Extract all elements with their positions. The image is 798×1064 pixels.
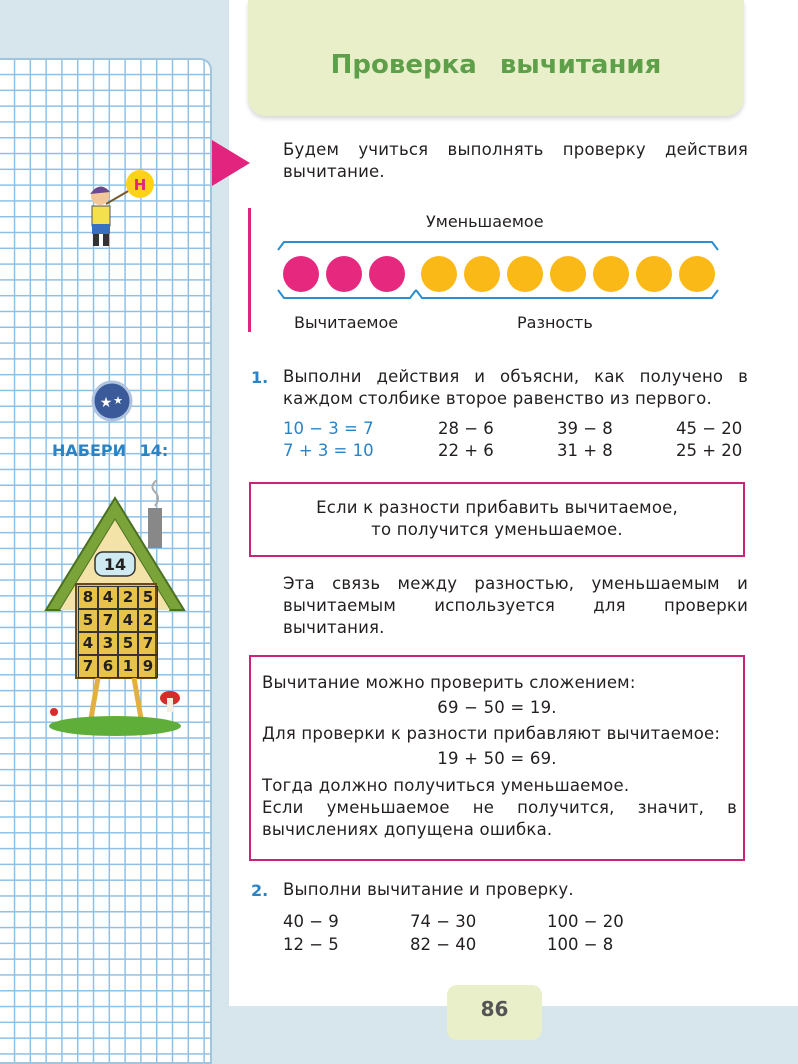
grid-cell: 6 bbox=[98, 655, 118, 678]
yellow-counter bbox=[507, 256, 543, 292]
rule1-line2: то получится уменьшаемое. bbox=[371, 520, 623, 539]
pointer-arrow-icon bbox=[212, 140, 250, 186]
nabery-label: НАБЕРИ 14: bbox=[52, 441, 169, 460]
task1-text: Выполни действия и объясни, как получено в каждом столбике второе равенство из первого. bbox=[283, 367, 748, 408]
task1-expr: 10 − 3 = 7 bbox=[283, 419, 374, 438]
yellow-counter bbox=[593, 256, 629, 292]
rule2-line1: Вычитание можно проверить сложением: bbox=[262, 673, 636, 692]
svg-text:★: ★ bbox=[99, 395, 113, 411]
boy-with-flag-icon bbox=[78, 166, 158, 250]
yellow-counter bbox=[679, 256, 715, 292]
subtrahend-label: Вычитаемое bbox=[294, 313, 399, 332]
rule1-line1: Если к разности прибавить вычитаемое, bbox=[316, 498, 678, 517]
task2-expr: 100 − 8 bbox=[547, 935, 614, 954]
task1-expr: 39 − 8 bbox=[557, 419, 613, 438]
yellow-counter bbox=[636, 256, 672, 292]
grid-cell: 5 bbox=[138, 586, 158, 609]
task2-expr: 82 − 40 bbox=[410, 935, 477, 954]
counters-row bbox=[283, 256, 723, 296]
task1-number: 1. bbox=[251, 368, 269, 387]
roof-number: 14 bbox=[103, 555, 127, 574]
task1-expr: 31 + 8 bbox=[557, 441, 613, 460]
grid-cell: 4 bbox=[98, 586, 118, 609]
rule2-eq2: 19 + 50 = 69. bbox=[437, 749, 557, 768]
task1-expr: 22 + 6 bbox=[438, 441, 494, 460]
pink-counter bbox=[369, 256, 405, 292]
page-title: Проверка вычитания bbox=[330, 50, 662, 80]
grid-cell: 8 bbox=[78, 586, 98, 609]
task1-expr: 25 + 20 bbox=[676, 441, 743, 460]
rule2-line3: Тогда должно получиться уменьшаемое. bbox=[262, 776, 630, 795]
task2-expr: 12 − 5 bbox=[283, 935, 339, 954]
task2-col2 bbox=[410, 910, 476, 956]
task1-col3 bbox=[557, 418, 613, 462]
task2-col1 bbox=[283, 910, 339, 956]
grid-cell: 7 bbox=[138, 632, 158, 655]
svg-text:★: ★ bbox=[113, 394, 123, 407]
yellow-counter bbox=[550, 256, 586, 292]
relation-text: Эта связь между разностью, уменьшаемым и вычитаемым используется для проверки вычитания. bbox=[283, 574, 748, 637]
pink-counter bbox=[283, 256, 319, 292]
difference-label: Разность bbox=[517, 313, 593, 332]
task2-text: Выполни вычитание и проверку. bbox=[283, 880, 574, 899]
grid-cell: 7 bbox=[78, 655, 98, 678]
yellow-counter bbox=[464, 256, 500, 292]
task1-col2 bbox=[438, 418, 494, 462]
grid-cell: 3 bbox=[98, 632, 118, 655]
task2-number: 2. bbox=[251, 881, 269, 900]
grid-cell: 5 bbox=[118, 632, 138, 655]
number-grid bbox=[78, 586, 158, 678]
grid-cell: 7 bbox=[98, 609, 118, 632]
grid-cell: 1 bbox=[118, 655, 138, 678]
marker-letter: Н bbox=[133, 176, 147, 194]
grid-cell: 2 bbox=[118, 586, 138, 609]
task2-expr: 100 − 20 bbox=[547, 912, 624, 931]
rule2-line2: Для проверки к разности прибавляют вычитаемое: bbox=[262, 724, 721, 743]
yellow-counter bbox=[421, 256, 457, 292]
grid-cell: 4 bbox=[118, 609, 138, 632]
task1-col1 bbox=[283, 418, 374, 462]
task1-expr: 7 + 3 = 10 bbox=[283, 441, 374, 460]
counter-gap bbox=[412, 256, 414, 296]
rule2-line4: Если уменьшаемое не получится, значит, в вычислениях допущена ошибка. bbox=[262, 798, 737, 839]
task2-expr: 40 − 9 bbox=[283, 912, 339, 931]
grid-cell: 9 bbox=[138, 655, 158, 678]
grid-cell: 5 bbox=[78, 609, 98, 632]
page-number: 86 bbox=[480, 997, 509, 1021]
diagram-side-bar bbox=[248, 208, 251, 332]
grid-cell: 2 bbox=[138, 609, 158, 632]
rule2-eq1: 69 − 50 = 19. bbox=[437, 698, 557, 717]
task1-col4 bbox=[676, 418, 742, 462]
intro-text: Будем учиться выполнять проверку действия вычитание. bbox=[283, 140, 748, 181]
task1-expr: 28 − 6 bbox=[438, 419, 494, 438]
minuend-label: Уменьшаемое bbox=[426, 212, 544, 231]
pink-counter bbox=[326, 256, 362, 292]
task2-expr: 74 − 30 bbox=[410, 912, 477, 931]
task2-col3 bbox=[547, 910, 624, 956]
task1-expr: 45 − 20 bbox=[676, 419, 743, 438]
grid-cell: 4 bbox=[78, 632, 98, 655]
stars-badge-icon bbox=[91, 380, 133, 422]
